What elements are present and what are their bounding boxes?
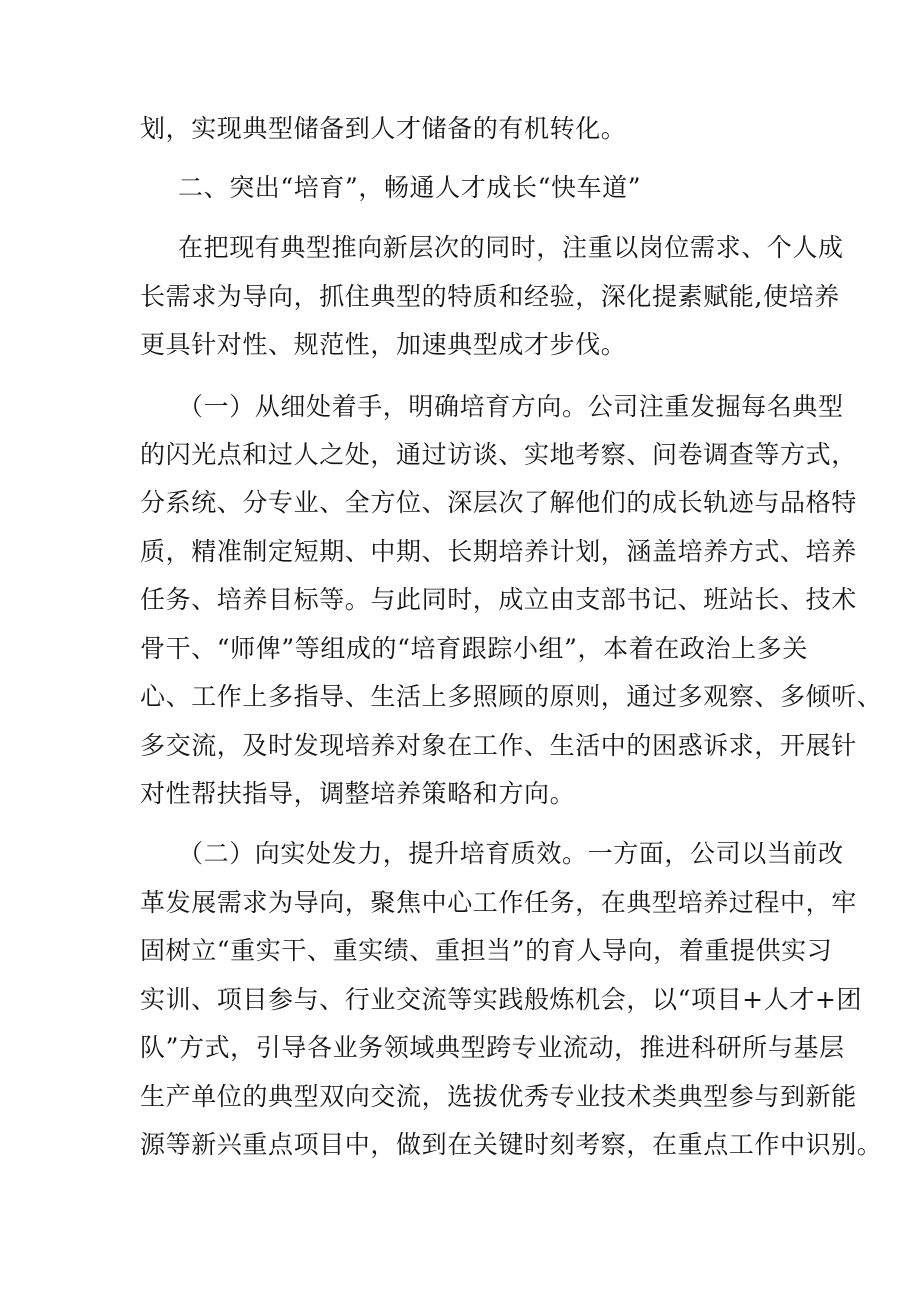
text-line: （一）从细处着手，明确培育方向。公司注重发掘每名典型 (178, 392, 844, 421)
text-line: 长需求为导向，抓住典型的特质和经验，深化提素赋能,使培养 (140, 282, 840, 311)
text-line: 源等新兴重点项目中，做到在关键时刻考察，在重点工作中识别。 (140, 1130, 883, 1159)
text-line: 分系统、分专业、全方位、深层次了解他们的成长轨迹与品格特 (140, 488, 857, 517)
text-line: 在把现有典型推向新层次的同时，注重以岗位需求、个人成 (178, 233, 844, 262)
text-line: 更具针对性、规范性，加速典型成才步伐。 (140, 330, 627, 359)
text-line: （二）向实处发力，提升培育质效。一方面，公司以当前改 (178, 839, 844, 868)
text-line: 质，精准制定短期、中期、长期培养计划，涵盖培养方式、培养 (140, 537, 857, 566)
text-line: 任务、培养目标等。与此同时，成立由支部书记、班站长、技术 (140, 585, 857, 614)
text-line: 队”方式，引导各业务领域典型跨专业流动，推进科研所与基层 (140, 1033, 845, 1062)
text-line: 多交流，及时发现培养对象在工作、生活中的困惑诉求，开展针 (140, 731, 857, 760)
text-line: 革发展需求为导向，聚焦中心工作任务，在典型培养过程中，牢 (140, 888, 857, 917)
text-line: 心、工作上多指导、生活上多照顾的原则，通过多观察、多倾听、 (140, 682, 883, 711)
section-heading: 二、突出“培育”，畅通人才成长“快车道” (178, 173, 642, 202)
text-line: 骨干、“师俾”等组成的“培育跟踪小组”，本着在政治上多关 (140, 634, 808, 663)
text-line: 的闪光点和过人之处，通过访谈、实地考察、问卷调查等方式， (140, 440, 857, 469)
text-line: 生产单位的典型双向交流，选拔优秀专业技术类典型参与到新能 (140, 1082, 857, 1111)
text-line: 固树立“重实干、重实绩、重担当”的育人导向，着重提供实习 (140, 936, 833, 965)
text-line: 划，实现典型储备到人才储备的有机转化。 (140, 114, 627, 143)
text-line: 实训、项目参与、行业交流等实践般炼机会，以“项目+人才+团 (140, 985, 863, 1014)
text-line: 对性帮扶指导，调整培养策略和方向。 (140, 779, 576, 808)
